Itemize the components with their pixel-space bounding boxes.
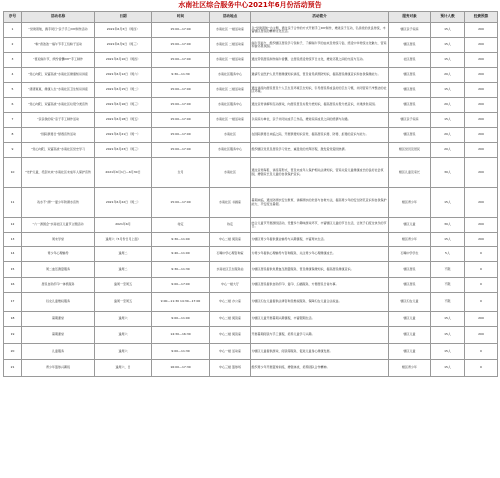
cell-time: 9:00—11:30: [152, 344, 210, 360]
cell-venue: 水南社区: [210, 158, 251, 188]
cell-budget: 200: [465, 113, 498, 128]
cell-date: 2021年6月3日（周四）: [95, 23, 152, 38]
cell-time: 16:00—17:30: [152, 360, 210, 377]
table-row: [4, 38, 498, 53]
cell-intro: 在国际禁毒日来临之际，开展禁毒知识宣传，提高居民识毒、防毒、拒毒的意识与能力。: [251, 128, 389, 143]
cell-no: 16: [4, 278, 22, 293]
cell-budget: 200: [465, 38, 498, 53]
cell-count: 15人: [431, 113, 465, 128]
table-row: [4, 23, 498, 38]
cell-date: 2021年6月10日（周四）: [95, 53, 152, 68]
cell-venue: 水南社区 一楼活动室: [210, 23, 251, 38]
cell-budget: 200: [465, 23, 498, 38]
cell-time: 14:30—16:30: [152, 327, 210, 344]
cell-count: 20人: [431, 68, 465, 83]
cell-venue: 水南社区服务中心: [210, 68, 251, 83]
cell-count: 15人: [431, 83, 465, 98]
page-title: 水南社区综合服务中心2021年6月份活动预告: [178, 1, 322, 9]
cell-intro: 组织青少年开展篮球训练，增强体质，培养团队合作精神。: [251, 360, 389, 377]
cell-name: “党心向阳，双富高质”水南社区党史学习: [22, 143, 95, 158]
cell-target: 辖区儿童: [389, 312, 431, 327]
col-header-budget: 经费预算: [465, 12, 498, 23]
cell-budget: 200: [465, 98, 498, 113]
cell-intro: 通过宣传讲解和互动游戏，向居民普及垃圾分类知识，提高居民垃圾分类意识，共建绿色家园。: [251, 98, 389, 113]
cell-venue: 中心三楼 篮球场: [210, 360, 251, 377]
cell-date: 2021年6月12日（周六）: [95, 68, 152, 83]
col-header-count: 预计人数: [431, 12, 465, 23]
cell-intro: 为青少年提供心理辅导与咨询服务，关注青少年心理健康成长。: [251, 247, 389, 262]
cell-no: 6: [4, 98, 22, 113]
cell-venue: 中心一楼大厅: [210, 278, 251, 293]
cell-name: 儿童服务: [22, 344, 95, 360]
cell-venue: 水南社区 二楼活动室: [210, 83, 251, 98]
cell-name: “亲亲我的家”亲子手工制作活动: [22, 113, 95, 128]
cell-intro: 通过宣传海报、讲座等形式，普及未成年人保护相关法律知识，营造关爱儿童健康成长的良好社会氛围，增强家长及儿童的自我保护意识。: [251, 158, 389, 188]
cell-budget: 200: [465, 128, 498, 143]
cell-no: 7: [4, 113, 22, 128]
cell-name: 暑期课堂: [22, 327, 95, 344]
cell-venue: 石嘴中学心理咨询室: [210, 247, 251, 262]
table-row: [4, 233, 498, 247]
cell-venue: 中心二楼 阅读室: [210, 327, 251, 344]
cell-count: 15人: [431, 360, 465, 377]
table-row: [4, 293, 498, 312]
cell-time: 15:00—17:00: [152, 128, 210, 143]
cell-count: 15人: [431, 344, 465, 360]
table-row: [4, 312, 498, 327]
cell-target: 辖区居民: [389, 128, 431, 143]
cell-date: 2021年6月: [95, 218, 152, 233]
cell-count: 5人: [431, 247, 465, 262]
cell-target: 辖区儿童: [389, 218, 431, 233]
cell-name: 居民自助打印一体机服务: [22, 278, 95, 293]
cell-date: 2021年6月9日（周三）: [95, 38, 152, 53]
cell-date: 逢周二: [95, 247, 152, 262]
col-header-intro: 活动简介: [251, 12, 389, 23]
cell-budget: 200: [465, 68, 498, 83]
cell-no: 1: [4, 23, 22, 38]
cell-intro: 以家庭为单位，亲子共同完成手工作品，增进家庭成员之间的感情与沟通。: [251, 113, 389, 128]
cell-time: 15:00—17:00: [152, 98, 210, 113]
cell-venue: 水南社区 书画室: [210, 188, 251, 218]
cell-target: 辖区居民: [389, 98, 431, 113]
cell-target: 辖区青少年: [389, 360, 431, 377]
cell-no: 21: [4, 360, 22, 377]
cell-date: 2021年6月1日—6月30日: [95, 158, 152, 188]
cell-budget: 200: [465, 158, 498, 188]
cell-no: 5: [4, 83, 22, 98]
cell-target: 辖区亲子家庭: [389, 113, 431, 128]
col-header-target: 服务对象: [389, 12, 431, 23]
cell-budget: 0: [465, 360, 498, 377]
cell-target: 辖区居民: [389, 83, 431, 98]
cell-budget: 200: [465, 83, 498, 98]
cell-count: 20人: [431, 143, 465, 158]
cell-name: “守护儿童，托起未来”水南社区未成年人保护宣传: [22, 158, 95, 188]
cell-name: “党建领航，携手同行”亲子手工DIY制作活动: [22, 23, 95, 38]
cell-date: 2021年6月15日（周二）: [95, 83, 152, 98]
cell-count: 15人: [431, 312, 465, 327]
cell-count: 15人: [431, 53, 465, 68]
cell-time: 9:30—11:30: [152, 68, 210, 83]
col-header-name: 活动名称: [22, 12, 95, 23]
cell-budget: 200: [465, 218, 498, 233]
cell-intro: 以“党建领航”为主题，通过亲子合作的方式开展手工DIY制作，增进亲子互动，弘扬党的优良传统，丰富辖区居民的精神文化生活。: [251, 23, 389, 38]
table-row: [4, 98, 498, 113]
cell-name: 青少年篮球兴趣班: [22, 360, 95, 377]
table-row: [4, 360, 498, 377]
cell-no: 15: [4, 262, 22, 278]
cell-name: “党心向阳，双富高质”水南社区垃圾分类宣传: [22, 98, 95, 113]
cell-date: 逢周六、日: [95, 360, 152, 377]
cell-count: 15人: [431, 188, 465, 218]
cell-name: “六一游园会”水南社区儿童节主题活动: [22, 218, 95, 233]
cell-date: 2021年6月21日（周一）: [95, 128, 152, 143]
cell-intro: 为辖区居民提供自助打印、复印、扫描服务，方便居民日常办事。: [251, 278, 389, 293]
table-row: [4, 327, 498, 344]
cell-no: 2: [4, 38, 22, 53]
cell-intro: 为辖区青少年提供课业辅导与兴趣课程，丰富周末生活。: [251, 233, 389, 247]
cell-venue: 水南社区 二楼活动室: [210, 38, 251, 53]
cell-time: 9:30—11:00: [152, 233, 210, 247]
table-row: [4, 128, 498, 143]
cell-time: 15:00—17:00: [152, 188, 210, 218]
cell-date: 逢周二: [95, 262, 152, 278]
table-row: [4, 113, 498, 128]
cell-name: 周末学堂: [22, 233, 95, 247]
cell-name: “国际禁毒日”禁毒宣传活动: [22, 128, 95, 143]
cell-venue: 水南社区服务中心: [210, 98, 251, 113]
cell-date: 2021年6月16日（周三）: [95, 98, 152, 113]
cell-count: 不限: [431, 278, 465, 293]
cell-venue: 水南社区服务中心: [210, 143, 251, 158]
cell-budget: 200: [465, 53, 498, 68]
cell-intro: 为辖区儿童提供游戏、阅读等服务，促进儿童身心健康发展。: [251, 344, 389, 360]
cell-intro: 端午节前夕，组织辖区居民学习包粽子，了解端午节的由来及传统习俗，感受中华传统文化魅力，营造和谐邻里氛围。: [251, 38, 389, 53]
cell-intro: 为辖区妇女儿童提供法律咨询及维权服务，保障妇女儿童合法权益。: [251, 293, 389, 312]
cell-date: 逢周六（5月份日月上面）: [95, 233, 152, 247]
cell-intro: 通过讲座向居民普及个人卫生及环境卫生知识，引导居民养成良好的卫生习惯，共同营造干净整洁的社区环境。: [251, 83, 389, 98]
cell-intro: 开展暑期阅读与手工课程，培养儿童学习兴趣。: [251, 327, 389, 344]
cell-venue: 水南社区: [210, 128, 251, 143]
cell-date: 逢周六: [95, 327, 152, 344]
cell-no: 12: [4, 218, 22, 233]
cell-count: 15人: [431, 233, 465, 247]
cell-name: “清清爽爽，健康人生”水南社区卫生知识讲座: [22, 83, 95, 98]
cell-count: 15人: [431, 23, 465, 38]
col-header-date: 日期: [95, 12, 152, 23]
table-row: [4, 188, 498, 218]
cell-time: 15:00—17:00: [152, 143, 210, 158]
cell-intro: 组织辖区党员及居民学习党史，重温党的光辉历程，激发爱党爱国热情。: [251, 143, 389, 158]
table-row: [4, 83, 498, 98]
cell-no: 17: [4, 293, 22, 312]
cell-time: 9:00—11:30 14:30—17:00: [152, 293, 210, 312]
cell-time: 全月: [152, 158, 210, 188]
cell-venue: 中心二楼 阅读室: [210, 312, 251, 327]
cell-time: 15:00—17:00: [152, 38, 210, 53]
cell-budget: 200: [465, 312, 498, 327]
cell-intro: 为辖区儿童开展暑期兴趣课程，丰富假期生活。: [251, 312, 389, 327]
cell-target: 辖区居民: [389, 38, 431, 53]
cell-name: 暑期课堂: [22, 312, 95, 327]
cell-no: 9: [4, 143, 22, 158]
table-row: [4, 53, 498, 68]
cell-target: 石嘴中学学生: [389, 247, 431, 262]
cell-no: 19: [4, 327, 22, 344]
cell-budget: 200: [465, 143, 498, 158]
cell-target: 辖区妇女儿童: [389, 293, 431, 312]
cell-date: 2021年6月23日（周三）: [95, 143, 152, 158]
cell-budget: 0: [465, 278, 498, 293]
cell-count: 不限: [431, 293, 465, 312]
cell-venue: 中心二楼 办公室: [210, 293, 251, 312]
table-body: [4, 23, 498, 377]
cell-date: 逢周六: [95, 312, 152, 327]
cell-no: 4: [4, 68, 22, 83]
cell-date: 2021年6月22日（周二）: [95, 188, 152, 218]
cell-date: 2021年6月18日（周五）: [95, 113, 152, 128]
cell-target: 辖区居民: [389, 262, 431, 278]
cell-name: 妇女儿童维权服务: [22, 293, 95, 312]
cell-time: 9:00—17:00: [152, 278, 210, 293]
cell-venue: 水南社区 一楼活动室: [210, 53, 251, 68]
cell-venue: 中心二楼 阅读室: [210, 233, 251, 247]
cell-budget: 200: [465, 327, 498, 344]
cell-target: 辖区居民: [389, 278, 431, 293]
cell-target: 辖区儿童: [389, 327, 431, 344]
cell-intro: 通过带领居民制作端午香囊，让居民感受传统节日文化，增进邻里之间的交流与互动。: [251, 53, 389, 68]
col-header-no: 序号: [4, 12, 22, 23]
cell-no: 13: [4, 233, 22, 247]
cell-budget: 0: [465, 293, 498, 312]
cell-count: 20人: [431, 98, 465, 113]
cell-date: 逢周六: [95, 344, 152, 360]
cell-no: 18: [4, 312, 22, 327]
cell-no: 10: [4, 158, 22, 188]
cell-intro: 邀请专业医护人员开展健康知识讲座，普及常见病预防知识，提高居民健康意识和自我保健能力。: [251, 68, 389, 83]
cell-no: 8: [4, 128, 22, 143]
cell-count: 20人: [431, 128, 465, 143]
cell-intro: 结合儿童节开展游园活动，设置多个趣味游戏环节，丰富辖区儿童的节日生活，让孩子们度过快乐的节日。: [251, 218, 389, 233]
cell-time: 待定: [152, 218, 210, 233]
table-row: [4, 143, 498, 158]
cell-date: 逢周一至周五: [95, 278, 152, 293]
cell-name: 戏水不“溺”一夏少年防溺水宣传: [22, 188, 95, 218]
cell-venue: 待定: [210, 218, 251, 233]
cell-time: 15:00—17:00: [152, 53, 210, 68]
cell-count: 不限: [431, 262, 465, 278]
cell-target: 社区居民: [389, 53, 431, 68]
cell-budget: 0: [465, 344, 498, 360]
cell-count: 30人: [431, 218, 465, 233]
cell-target: 辖区儿童及家长: [389, 158, 431, 188]
cell-target: 辖区亲子家庭: [389, 23, 431, 38]
table-row: [4, 278, 498, 293]
cell-count: 15人: [431, 327, 465, 344]
cell-time: 15:00—17:00: [152, 23, 210, 38]
cell-name: 青少年心理辅导: [22, 247, 95, 262]
cell-no: 14: [4, 247, 22, 262]
cell-no: 3: [4, 53, 22, 68]
table-row: [4, 344, 498, 360]
cell-count: 15人: [431, 38, 465, 53]
table-row: [4, 158, 498, 188]
cell-time: 9:40—11:00: [152, 247, 210, 262]
cell-budget: 200: [465, 188, 498, 218]
cell-budget: 0: [465, 247, 498, 262]
cell-time: 15:00—17:00: [152, 113, 210, 128]
cell-name: “喜迎端午节，缤纷香囊DIY”手工制作: [22, 53, 95, 68]
cell-venue: 水南社区 一楼活动室: [210, 113, 251, 128]
cell-date: 逢周一至周五: [95, 293, 152, 312]
cell-target: 辖区党员及居民: [389, 143, 431, 158]
cell-no: 20: [4, 344, 22, 360]
cell-time: 9:00—11:00: [152, 312, 210, 327]
cell-venue: 中心一楼 活动室: [210, 344, 251, 360]
cell-name: 周二血压测量服务: [22, 262, 95, 278]
cell-time: 9:30—11:30: [152, 262, 210, 278]
cell-time: 15:00—17:00: [152, 83, 210, 98]
table-row: [4, 68, 498, 83]
table-row: [4, 247, 498, 262]
table-row: [4, 218, 498, 233]
cell-venue: 水南社区卫生服务站: [210, 262, 251, 278]
cell-budget: 0: [465, 262, 498, 278]
cell-no: 11: [4, 188, 22, 218]
cell-name: “粽”香浓浓一端午节手工包粽子活动: [22, 38, 95, 53]
col-header-venue: 活动地点: [210, 12, 251, 23]
cell-target: 辖区居民: [389, 68, 431, 83]
cell-name: “党心向阳，双富高质”水南社区健康知识讲座: [22, 68, 95, 83]
table-row: [4, 262, 498, 278]
cell-count: 30人: [431, 158, 465, 188]
cell-intro: 为辖区居民提供免费血压测量服务，普及健康保健知识，提高居民健康意识。: [251, 262, 389, 278]
activity-table: [3, 11, 498, 377]
cell-budget: 200: [465, 233, 498, 247]
cell-intro: 暑期来临，通过防溺水安全教育，讲解溺水的危害与自救方法，提高青少年的安全防范意识和自我保护能力，平安度过暑假。: [251, 188, 389, 218]
col-header-time: 时间: [152, 12, 210, 23]
cell-target: 辖区青少年: [389, 233, 431, 247]
table-header-row: [4, 12, 498, 23]
cell-target: 辖区青少年: [389, 188, 431, 218]
cell-target: 辖区儿童: [389, 344, 431, 360]
